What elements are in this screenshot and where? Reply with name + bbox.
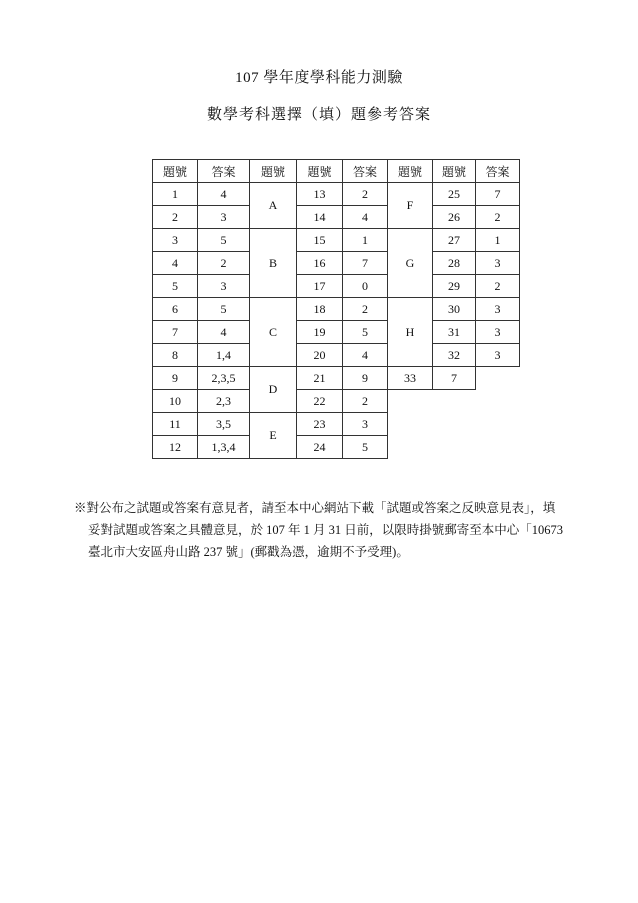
question-number: 26 [433, 206, 476, 229]
column-header: 答案 [198, 160, 250, 183]
page-title: 107 學年度學科能力測驗 [235, 70, 403, 86]
question-number: 15 [297, 229, 343, 252]
question-number: 9 [153, 367, 198, 390]
answer-value: 1,4 [198, 344, 250, 367]
group-label: F [388, 183, 433, 229]
empty-area [388, 390, 520, 459]
answer-value: 3 [476, 298, 520, 321]
answer-value: 4 [343, 344, 388, 367]
answer-value: 3 [198, 206, 250, 229]
page-subtitle: 數學考科選擇（填）題參考答案 [206, 107, 431, 123]
group-label: D [250, 367, 297, 413]
question-number: 27 [433, 229, 476, 252]
answer-value: 1 [476, 229, 520, 252]
question-number: 6 [153, 298, 198, 321]
table-header-row [153, 160, 520, 183]
question-number: 22 [297, 390, 343, 413]
answer-value: 7 [433, 367, 476, 390]
question-number: 1 [153, 183, 198, 206]
question-number: 11 [153, 413, 198, 436]
answer-value: 3 [198, 275, 250, 298]
question-number: 13 [297, 183, 343, 206]
table-row [153, 275, 520, 298]
answer-value: 1 [343, 229, 388, 252]
answer-table [152, 159, 520, 459]
question-number: 23 [297, 413, 343, 436]
column-header: 答案 [476, 160, 520, 183]
answer-value: 7 [476, 183, 520, 206]
table-row [153, 206, 520, 229]
notice-line-3: 臺北市大安區舟山路 237 號」(郵戳為憑，逾期不予受理)。 [88, 545, 409, 559]
answer-value: 3 [476, 252, 520, 275]
question-number: 10 [153, 390, 198, 413]
question-number: 3 [153, 229, 198, 252]
question-number: 17 [297, 275, 343, 298]
question-number: 14 [297, 206, 343, 229]
answer-value: 3,5 [198, 413, 250, 436]
question-number: 28 [433, 252, 476, 275]
table-row [153, 298, 520, 321]
column-header: 題號 [297, 160, 343, 183]
answer-value: 0 [343, 275, 388, 298]
answer-value: 9 [343, 367, 388, 390]
question-number: 29 [433, 275, 476, 298]
answer-value: 2 [476, 206, 520, 229]
column-header: 題號 [388, 160, 433, 183]
question-number: 4 [153, 252, 198, 275]
answer-value: 5 [343, 321, 388, 344]
column-header: 題號 [153, 160, 198, 183]
question-number: 33 [388, 367, 433, 390]
answer-value: 4 [198, 321, 250, 344]
group-label: G [388, 229, 433, 298]
answer-value: 3 [343, 413, 388, 436]
answer-value: 2,3,5 [198, 367, 250, 390]
answer-value: 3 [476, 344, 520, 367]
group-label: B [250, 229, 297, 298]
group-label: C [250, 298, 297, 367]
question-number: 20 [297, 344, 343, 367]
question-number: 7 [153, 321, 198, 344]
column-header: 答案 [343, 160, 388, 183]
table-row [153, 229, 520, 252]
question-number: 5 [153, 275, 198, 298]
question-number: 8 [153, 344, 198, 367]
question-number: 32 [433, 344, 476, 367]
table-row [153, 367, 520, 390]
table-row [153, 390, 520, 413]
notice-line-1: ※對公布之試題或答案有意見者，請至本中心網站下載「試題或答案之反映意見表」，填 [74, 501, 556, 515]
answer-value: 2 [343, 298, 388, 321]
question-number: 16 [297, 252, 343, 275]
notice-line-2: 妥對試題或答案之具體意見，於 107 年 1 月 31 日前，以限時掛號郵寄至本中心「10673 [88, 523, 564, 537]
question-number: 24 [297, 436, 343, 459]
group-label: E [250, 413, 297, 459]
column-header: 題號 [433, 160, 476, 183]
group-label: A [250, 183, 297, 229]
answer-value: 2 [343, 390, 388, 413]
answer-value: 2,3 [198, 390, 250, 413]
question-number: 25 [433, 183, 476, 206]
answer-value: 5 [198, 229, 250, 252]
table-row [153, 321, 520, 344]
notice-text [74, 497, 594, 563]
answer-value: 2 [343, 183, 388, 206]
question-number: 31 [433, 321, 476, 344]
table-row [153, 344, 520, 367]
question-number: 19 [297, 321, 343, 344]
answer-value: 5 [198, 298, 250, 321]
answer-value: 2 [476, 275, 520, 298]
group-label: H [388, 298, 433, 367]
question-number: 21 [297, 367, 343, 390]
answer-value: 3 [476, 321, 520, 344]
answer-value: 1,3,4 [198, 436, 250, 459]
table-row [153, 183, 520, 206]
question-number: 2 [153, 206, 198, 229]
answer-value: 4 [343, 206, 388, 229]
question-number: 12 [153, 436, 198, 459]
question-number: 30 [433, 298, 476, 321]
column-header: 題號 [250, 160, 297, 183]
answer-value: 7 [343, 252, 388, 275]
answer-value: 5 [343, 436, 388, 459]
question-number: 18 [297, 298, 343, 321]
table-row [153, 252, 520, 275]
answer-value: 2 [198, 252, 250, 275]
answer-value: 4 [198, 183, 250, 206]
